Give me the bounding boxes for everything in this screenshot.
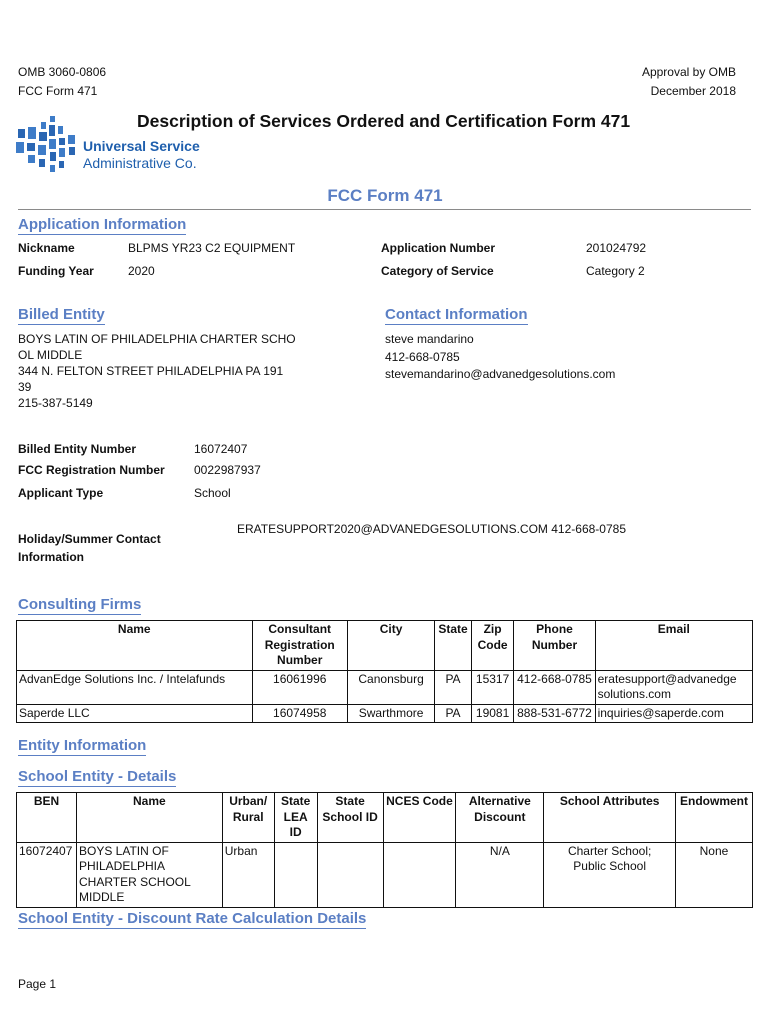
holiday-contact-value: ERATESUPPORT2020@ADVANEDGESOLUTIONS.COM 412-668-0785 [237,522,626,536]
cell-zip: 19081 [471,704,514,723]
billed-entity-heading: Billed Entity [18,306,105,323]
cell-name: BOYS LATIN OF PHILADELPHIA CHARTER SCHOOL MIDDLE [76,842,222,907]
cell-nces-code [383,842,456,907]
fcc-registration-value: 0022987937 [194,463,261,477]
col-name: Name [17,621,253,671]
col-state-lea-id: State LEA ID [274,793,317,843]
cell-email: inquiries@saperde.com [595,704,752,723]
table-row [17,842,753,907]
billed-line: BOYS LATIN OF PHILADELPHIA CHARTER SCHO [18,332,296,346]
document-title: Description of Services Ordered and Certification Form 471 [137,111,631,131]
cell-endowment: None [675,842,752,907]
contact-info-heading: Contact Information [385,306,528,323]
billed-entity-address [18,331,296,411]
school-entity-details-heading: School Entity - Details [18,768,177,785]
cell-alternative-discount: N/A [456,842,544,907]
col-state-school-id: State School ID [317,793,383,843]
contact-name: steve mandarino [385,332,474,346]
school-entity-table [16,792,753,908]
billed-line: 344 N. FELTON STREET PHILADELPHIA PA 191 [18,364,284,378]
col-zip: Zip Code [471,621,514,671]
cell-phone: 412-668-0785 [514,670,595,704]
col-email: Email [595,621,752,671]
consulting-firms-heading: Consulting Firms [18,596,142,613]
category-value: Category 2 [586,264,645,278]
form-title: FCC Form 471 [327,186,443,205]
cell-city: Swarthmore [347,704,434,723]
cell-urban-rural: Urban [222,842,274,907]
col-state: State [435,621,472,671]
header-divider [18,209,751,210]
nickname-value: BLPMS YR23 C2 EQUIPMENT [128,241,296,255]
ben-label: Billed Entity Number [18,442,137,456]
cell-state: PA [435,704,472,723]
usac-logo [16,115,216,185]
consulting-firms-table [16,620,753,723]
billed-line: OL MIDDLE [18,348,83,362]
omb-header-block [18,63,106,101]
table-row [17,670,753,704]
omb-number: OMB 3060-0806 [18,65,107,79]
col-nces-code: NCES Code [383,793,456,843]
discount-rate-heading: School Entity - Discount Rate Calculation Details [18,910,367,927]
table-header-row [17,793,753,843]
applicant-type-value: School [194,486,231,500]
col-phone: Phone Number [514,621,595,671]
col-school-attributes: School Attributes [544,793,676,843]
cell-state: PA [435,670,472,704]
cell-email: eratesupport@advanedge solutions.com [595,670,752,704]
contact-phone: 412-668-0785 [385,349,460,364]
col-name: Name [76,793,222,843]
col-city: City [347,621,434,671]
table-row [17,704,753,723]
cell-ben: 16072407 [17,842,77,907]
cell-name: AdvanEdge Solutions Inc. / Intelafunds [17,670,253,704]
col-consultant-registration: Consultant Registration Number [252,621,347,671]
cell-school-attributes: Charter School; Public School [544,842,676,907]
cell-zip: 15317 [471,670,514,704]
category-label: Category of Service [381,264,494,278]
page-number: Page 1 [18,977,57,991]
application-info-heading: Application Information [18,216,187,233]
entity-info-heading: Entity Information [18,737,147,754]
funding-year-value: 2020 [128,264,155,278]
col-ben: BEN [17,793,77,843]
applicant-type-label: Applicant Type [18,486,104,500]
form-number: FCC Form 471 [18,84,98,98]
holiday-label-line: Information [18,550,84,564]
cell-city: Canonsburg [347,670,434,704]
table-header-row [17,621,753,671]
holiday-label-line: Holiday/Summer Contact [18,532,161,546]
billed-line: 215-387-5149 [18,396,93,410]
billed-line: 39 [18,380,32,394]
col-urban-rural: Urban/ Rural [222,793,274,843]
cell-name: Saperde LLC [17,704,253,723]
col-endowment: Endowment [675,793,752,843]
cell-phone: 888-531-6772 [514,704,595,723]
cell-state-lea-id [274,842,317,907]
fcc-registration-label: FCC Registration Number [18,463,165,477]
approval-date: December 2018 [650,84,736,98]
col-alternative-discount: Alternative Discount [456,793,544,843]
holiday-contact-label [18,530,161,566]
cell-crn: 16061996 [252,670,347,704]
approval-text: Approval by OMB [641,65,736,79]
contact-email: stevemandarino@advanedgesolutions.com [385,367,616,381]
cell-state-school-id [317,842,383,907]
application-number-label: Application Number [381,241,496,255]
funding-year-label: Funding Year [18,264,94,278]
cell-crn: 16074958 [252,704,347,723]
approval-header-block [642,63,736,101]
application-number-value: 201024792 [586,241,647,255]
nickname-label: Nickname [18,241,75,255]
contact-info-block [385,331,615,384]
ben-value: 16072407 [194,442,248,456]
logo-text-line1: Universal Service [83,138,200,154]
logo-text-line2: Administrative Co. [83,155,197,171]
